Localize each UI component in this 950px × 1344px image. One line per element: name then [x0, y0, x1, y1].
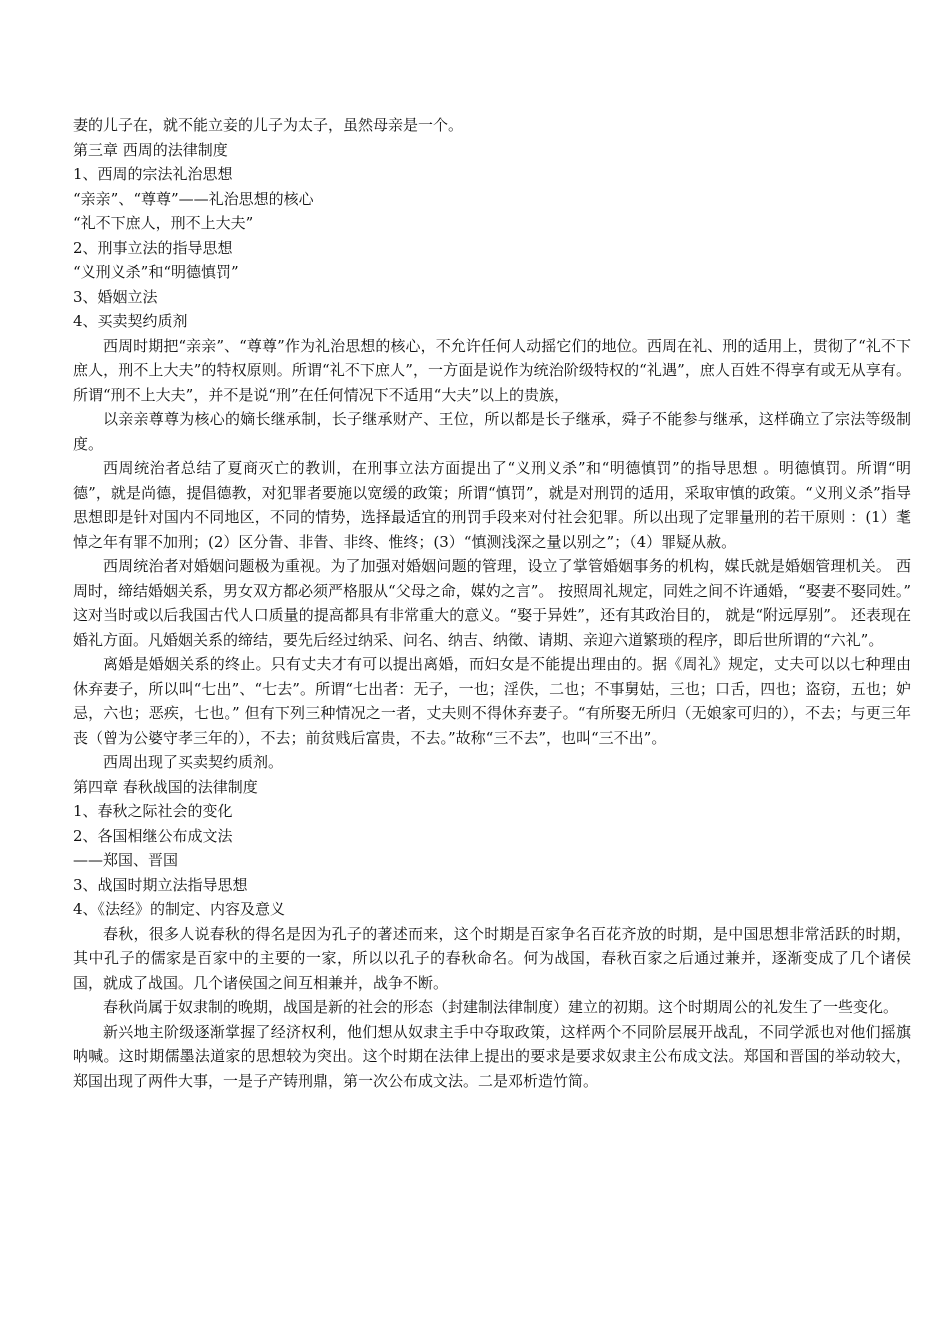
section-heading: 1、春秋之际社会的变化	[73, 802, 233, 820]
body-paragraph: 春秋，很多人说春秋的得名是因为孔子的著述而来，这个时期是百家争名百花齐放的时期，是中国思想非常活跃的时期，其中孔子的儒家是百家中的主要的一家，所以以孔子的春秋命名。何为战国，春秋百家之后通过兼并，逐渐变成了几个诸侯国，就成了战国。几个诸侯国之间互相兼并，战争不断。	[73, 924, 911, 992]
chapter-heading: 第四章 春秋战国的法律制度	[73, 777, 258, 796]
chapter-heading: 第三章 西周的法律制度	[73, 140, 228, 159]
text-line: 妻的儿子在，就不能立妾的儿子为太子，虽然母亲是一个。	[73, 116, 464, 134]
section-heading: 1、西周的宗法礼治思想	[73, 165, 233, 183]
section-heading: 4、买卖契约质剂	[73, 312, 188, 330]
text-line: “义刑义杀”和“明德慎罚”	[73, 263, 239, 281]
body-paragraph: 离婚是婚姻关系的终止。只有丈夫才有可以提出离婚，而妇女是不能提出理由的。据《周礼》规定，丈夫可以以七种理由休弃妻子，所以叫“七出”、“七去”。所谓“七出者：无子，一也；淫佚，二也；不事舅姑，三也；口舌，四也；盗窃，五也；妒忌，六也；恶疾，七也。” 但有下列三种情况之一者，丈夫则不得休弃妻子。“有所娶无所归（无娘家可归的），不去；与更三年丧（曾为公婆守孝三年的），不去；前贫贱后富贵，不去。”故称“三不去”，也叫“三不出”。	[73, 655, 911, 747]
body-paragraph: 西周统治者总结了夏商灭亡的教训，在刑事立法方面提出了“义刑义杀”和“明德慎罚”的指导思想 。明德慎罚。所谓“明德”，就是尚德，提倡德教，对犯罪者要施以宽缓的政策；所谓“慎罚”，就是对刑罚的适用，采取审慎的政策。“义刑义杀”指导思想即是针对国内不同地区，不同的情势，选择最适宜的刑罚手段来对付社会犯罪。所以出现了定罪量刑的若干原则 ：(1）耄悼之年有罪不加刑；(2）区分眚、非眚、非终、惟终；(3）“慎测浅深之量以别之”；（4）罪疑从赦。	[73, 459, 911, 551]
body-paragraph: 西周时期把“亲亲”、“尊尊”作为礼治思想的核心，不允许任何人动摇它们的地位。西周在礼、刑的适用上，贯彻了“礼不下庶人，刑不上大夫”的特权原则。所谓“礼不下庶人”，一方面是说作为统治阶级特权的“礼遇”，庶人百姓不得享有或无从享有。 所谓“刑不上大夫”，并不是说“刑”在任何情况下不适用“大夫”以上的贵族，	[73, 336, 911, 404]
text-line: “亲亲”、“尊尊”——礼治思想的核心	[73, 189, 314, 208]
body-paragraph: 以亲亲尊尊为核心的嫡长继承制，长子继承财产、王位，所以都是长子继承，舜子不能参与继承，这样确立了宗法等级制度。	[73, 410, 911, 453]
text-line: “礼不下庶人，刑不上大夫”	[73, 214, 254, 232]
section-heading: 3、战国时期立法指导思想	[73, 875, 248, 894]
document-page	[73, 113, 911, 1093]
section-heading: 3、婚姻立法	[73, 287, 158, 306]
body-paragraph: 新兴地主阶级逐渐掌握了经济权利，他们想从奴隶主手中夺取政策，这样两个不同阶层展开战乱，不同学派也对他们摇旗呐喊。这时期儒墨法道家的思想较为突出。这个时期在法律上提出的要求是要求奴隶主公布成文法。郑国和晋国的举动较大，郑国出现了两件大事，一是子产铸刑鼎，第一次公布成文法。二是邓析造竹简。	[73, 1022, 911, 1090]
body-paragraph: 春秋尚属于奴隶制的晚期，战国是新的社会的形态（封建制法律制度）建立的初期。这个时期周公的礼发生了一些变化。	[103, 998, 899, 1016]
section-heading: 4、《法经》的制定、内容及意义	[73, 900, 286, 918]
text-line: ——郑国、晋国	[73, 851, 179, 869]
section-heading: 2、刑事立法的指导思想	[73, 238, 233, 257]
body-paragraph: 西周统治者对婚姻问题极为重视。为了加强对婚姻问题的管理，设立了掌管婚姻事务的机构，媒氏就是婚姻管理机关。 西周时，缔结婚姻关系，男女双方都必须严格服从“父母之命，媒妁之言”。 按照周礼规定，同姓之间不许通婚，“娶妻不娶同姓。” 这对当时或以后我国古代人口质量的提高都具有非常重大的意义。“娶于异姓”，还有其政治目的， 就是“附远厚别”。 还表现在婚礼方面。凡婚姻关系的缔结，要先后经过纳采、问名、纳吉、纳徵、请期、亲迎六道繁琐的程序，即后世所谓的“六礼”。	[73, 557, 911, 649]
section-heading: 2、各国相继公布成文法	[73, 826, 233, 845]
body-paragraph: 西周出现了买卖契约质剂。	[103, 753, 284, 771]
